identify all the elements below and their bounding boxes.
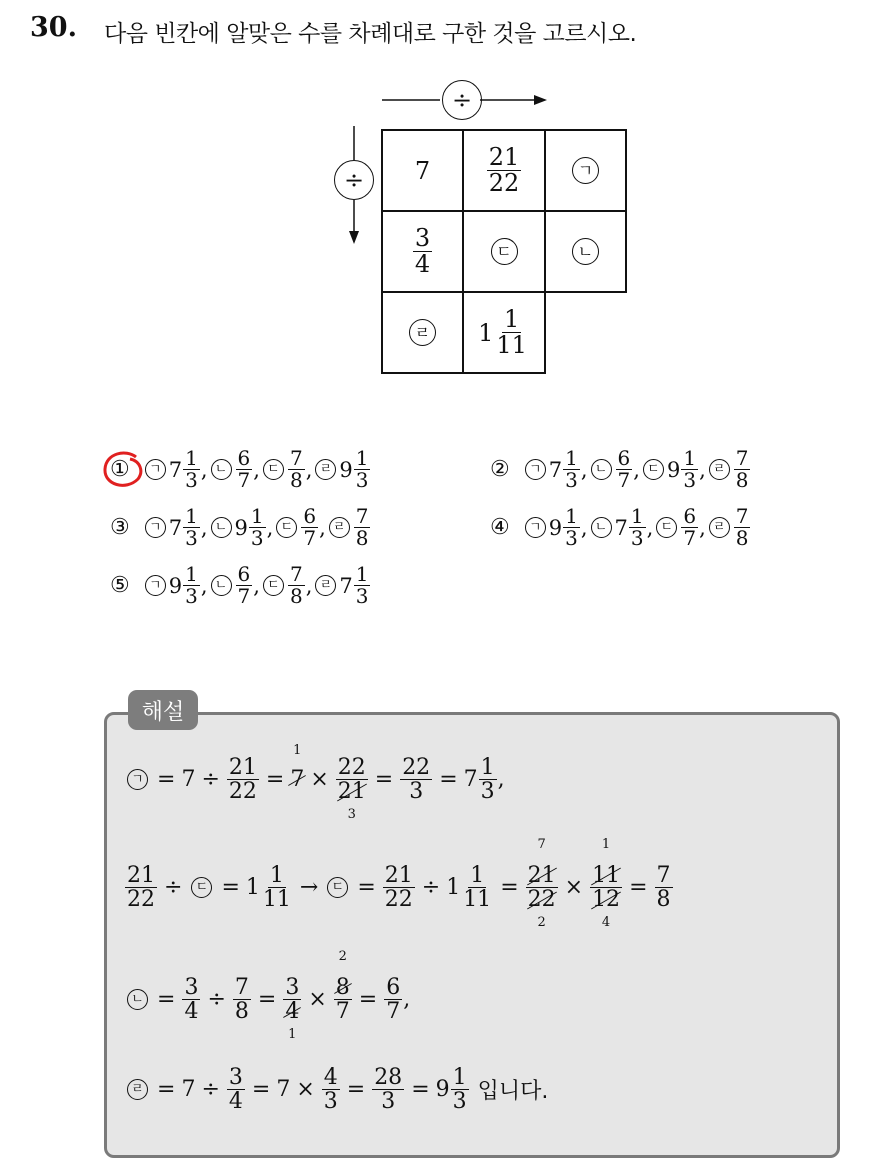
solution-line-1: ㄱ = 7 ÷ $\frac{21}{22}$ = 7 1 × 22 21 3 = $\frac{22}{3}$ = 7 $\frac{1}{3}$ , [124, 756, 505, 803]
cell-r1c2: $\frac{21}{22}$ [488, 142, 520, 197]
answer-mark-circle [100, 449, 148, 493]
cell-r2c1: $\frac{3}{4}$ [414, 223, 431, 278]
label-n: ㄴ [572, 238, 599, 265]
label-g: ㄱ [572, 157, 599, 184]
choice-2[interactable]: ② ㄱ 7 $\frac{1}{3}$ , ㄴ $\frac{6}{7}$ , ㄷ 9 $\frac{1}{3}$ , ㄹ $\frac{7}{8}$ [490, 446, 749, 492]
label-d: ㄷ [491, 238, 518, 265]
choice-number: ⑤ [110, 573, 130, 598]
question-number: 30. [30, 12, 77, 43]
choice-number: ② [490, 457, 510, 482]
solution-line-2: $\frac{21}{22}$ ÷ ㄷ = 1 $\frac{1}{11}$ → ㄷ = $\frac{21}{22}$ ÷ 1 $\frac{1}{11}$ = 21 7 22 2 × 11 1 12 4 = $\frac{7}{8}$ [127, 837, 671, 931]
choice-3[interactable]: ③ ㄱ 7 $\frac{1}{3}$ , ㄴ 9 $\frac{1}{3}$ , ㄷ $\frac{6}{7}$ , ㄹ $\frac{7}{8}$ [110, 504, 369, 550]
cell-r1c3 [545, 130, 626, 211]
choice-number: ① [110, 457, 130, 482]
divide-op-horizontal: ÷ [442, 80, 482, 120]
solution-tag: 해설 [128, 690, 198, 730]
solution-line-4: ㄹ = 7 ÷ $\frac{3}{4}$ = 7 × $\frac{4}{3}$ = $\frac{28}{3}$ = 9 $\frac{1}{3}$ 입니다. [124, 1066, 548, 1113]
cell-r3c1 [382, 292, 463, 373]
choice-number: ④ [490, 515, 510, 540]
choice-number: ③ [110, 515, 130, 540]
choice-5[interactable]: ⑤ ㄱ 9 $\frac{1}{3}$ , ㄴ $\frac{6}{7}$ , ㄷ $\frac{7}{8}$ , ㄹ 7 $\frac{1}{3}$ [110, 562, 369, 608]
cell-r2c2 [463, 211, 545, 292]
choice-4[interactable]: ④ ㄱ 9 $\frac{1}{3}$ , ㄴ 7 $\frac{1}{3}$ , ㄷ $\frac{6}{7}$ , ㄹ $\frac{7}{8}$ [490, 504, 749, 550]
solution-line-3: ㄴ = $\frac{3}{4}$ ÷ $\frac{7}{8}$ = 3 4 1 × 8 2 7 = $\frac{6}{7}$ , [124, 976, 410, 1023]
divide-op-vertical: ÷ [334, 160, 374, 200]
cell-r1c1: 7 [414, 156, 431, 185]
cell-r2c3 [545, 211, 626, 292]
choice-1[interactable]: ① ㄱ 7 $\frac{1}{3}$ , ㄴ $\frac{6}{7}$ , ㄷ $\frac{7}{8}$ , ㄹ 9 $\frac{1}{3}$ [110, 446, 369, 492]
label-r: ㄹ [409, 319, 436, 346]
question-text: 다음 빈칸에 알맞은 수를 차례대로 구한 것을 고르시오. [104, 21, 637, 47]
cell-r3c2: 1 $\frac{1}{11}$ [478, 304, 527, 359]
